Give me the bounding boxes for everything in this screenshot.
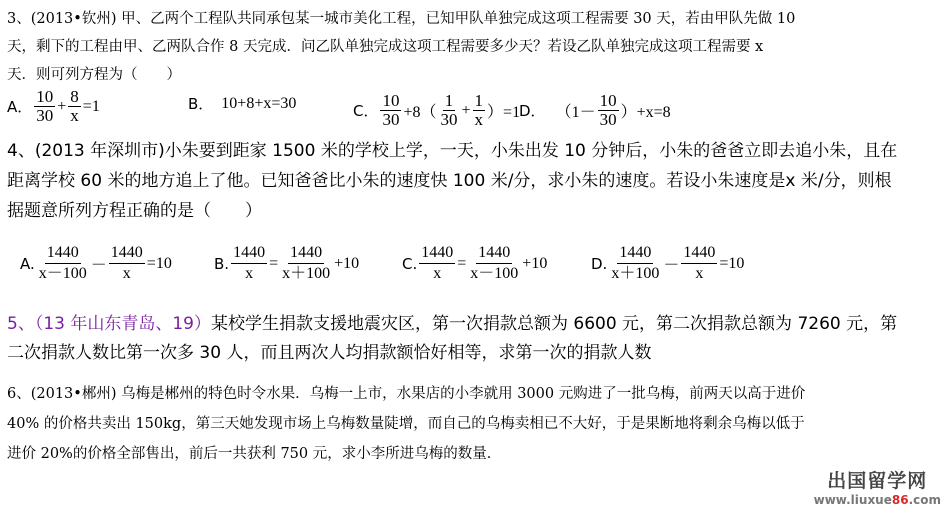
numerator: 1440 — [419, 243, 455, 264]
fraction — [280, 243, 332, 284]
rhs: =10 — [146, 254, 172, 272]
q4-option-b — [214, 243, 359, 284]
numerator: 1440 — [288, 243, 324, 264]
fraction — [468, 243, 520, 284]
q4-line3: 据题意所列方程正确的是（ ） — [7, 201, 262, 221]
fraction — [439, 92, 460, 129]
plus-sign: + — [461, 101, 471, 119]
rhs: ）=1 — [487, 104, 521, 121]
watermark-url-pre: www.liuxue — [813, 493, 892, 507]
denominator: 30 — [440, 110, 458, 129]
q3-option-a — [7, 88, 100, 125]
q5-line2: 二次捐款人数比第一次多 30 人，而且两次人均捐款额恰好相等，求第一次的捐款人数 — [7, 343, 652, 363]
denominator: x — [695, 265, 704, 282]
equation: 10+8+x=30 — [221, 94, 297, 112]
q4-option-c — [402, 243, 547, 284]
operator: = — [269, 254, 279, 272]
q5-text: 某校学生捐款支援地震灾区，第一次捐款总额为 6600 元，第二次捐款总额为 7260 元，第 — [210, 314, 898, 334]
fraction — [380, 92, 401, 129]
rhs: ）+x=8 — [620, 104, 671, 121]
operator: － — [90, 257, 107, 274]
operator: （1－ — [555, 104, 596, 121]
fraction — [68, 88, 81, 125]
option-label: D. — [591, 254, 608, 273]
q4-option-d — [591, 243, 744, 284]
option-label: D． — [519, 102, 546, 120]
q5-line1 — [7, 313, 897, 335]
fraction — [681, 243, 717, 284]
option-label: A. — [20, 254, 35, 273]
q6-line2: 40% 的价格共卖出 150kg，第三天她发现市场上乌梅数量陡增，而自己的乌梅卖相已不大好，于是果断地将剩余乌梅以低于 — [7, 416, 805, 432]
plus-sign: + — [57, 97, 67, 115]
watermark-url-post: .com — [908, 493, 941, 507]
operator: － — [663, 257, 680, 274]
denominator: 30 — [599, 110, 617, 129]
denominator: x — [474, 110, 484, 129]
watermark-url-num: 86 — [891, 493, 909, 507]
denominator: x — [245, 265, 254, 282]
q4-line1: 4、(2013 年深圳市)小朱要到距家 1500 米的学校上学，一天，小朱出发 10 分钟后，小朱的爸爸立即去追小朱，且在 — [7, 141, 898, 161]
numerator: 10 — [599, 91, 617, 110]
numerator: 10 — [382, 91, 400, 110]
operator: = — [457, 254, 467, 272]
rhs: +10 — [334, 254, 360, 272]
numerator: 1440 — [476, 243, 512, 264]
operator: +8（ — [403, 104, 437, 121]
numerator: 1440 — [109, 243, 145, 264]
denominator: x＋100 — [282, 265, 331, 282]
numerator: 1440 — [681, 243, 717, 264]
denominator: x＋100 — [611, 265, 660, 282]
numerator: 1440 — [617, 243, 653, 264]
fraction — [37, 243, 89, 284]
q6-line1: 6、(2013•郴州) 乌梅是郴州的特色时令水果．乌梅一上市，水果店的小李就用 3000 元购进了一批乌梅，前两天以高于进价 — [7, 386, 806, 402]
denominator: 30 — [36, 106, 54, 125]
denominator: x — [433, 265, 442, 282]
fraction — [609, 243, 661, 284]
denominator: x — [70, 106, 79, 125]
denominator: x－100 — [38, 265, 87, 282]
option-label: B． — [188, 95, 214, 113]
option-label: C. — [402, 254, 418, 273]
fraction — [419, 243, 455, 284]
watermark-url — [814, 493, 941, 507]
fraction — [231, 243, 267, 284]
q3-option-c — [353, 92, 520, 129]
q3-line3: 天．则可列方程为（ ） — [7, 67, 181, 83]
option-label: C． — [353, 102, 379, 120]
numerator: 1440 — [231, 243, 267, 264]
numerator: 1 — [444, 91, 454, 110]
option-label: A． — [7, 98, 33, 116]
numerator: 1440 — [45, 243, 81, 264]
q4-line2: 距离学校 60 米的地方追上了他。已知爸爸比小朱的速度快 100 米/分，求小朱的速度。若设小朱速度是x 米/分，则根 — [7, 171, 892, 191]
denominator: x－100 — [470, 265, 519, 282]
watermark-title: 出国留学网 — [827, 470, 928, 492]
denominator: x — [122, 265, 131, 282]
q6-line3: 进价 20%的价格全部售出，前后一共获利 750 元，求小李所进乌梅的数量． — [7, 446, 502, 462]
watermark-logo — [814, 466, 941, 507]
denominator: 30 — [382, 110, 400, 129]
q3-line2: 天，剩下的工程由甲、乙两队合作 8 天完成．问乙队单独完成这项工程需要多少天？若设乙队单独完成这项工程需要 x — [7, 39, 764, 55]
q3-option-d — [519, 92, 671, 129]
fraction — [473, 92, 486, 129]
option-label: B. — [214, 254, 230, 273]
fraction — [34, 88, 55, 125]
numerator: 10 — [36, 87, 54, 106]
rhs: +10 — [522, 254, 548, 272]
q3-option-b — [188, 93, 296, 114]
rhs: =1 — [82, 97, 100, 115]
fraction — [598, 92, 619, 129]
q3-line1: 3、(2013•钦州) 甲、乙两个工程队共同承包某一城市美化工程，已知甲队单独完成这项工程需要 30 天，若由甲队先做 10 — [7, 11, 796, 27]
q5-source-prefix: 5、（13 年山东青岛、19） — [7, 314, 211, 334]
q4-option-a — [20, 243, 172, 284]
numerator: 8 — [70, 87, 79, 106]
rhs: =10 — [719, 254, 745, 272]
numerator: 1 — [474, 91, 484, 110]
fraction — [109, 243, 145, 284]
